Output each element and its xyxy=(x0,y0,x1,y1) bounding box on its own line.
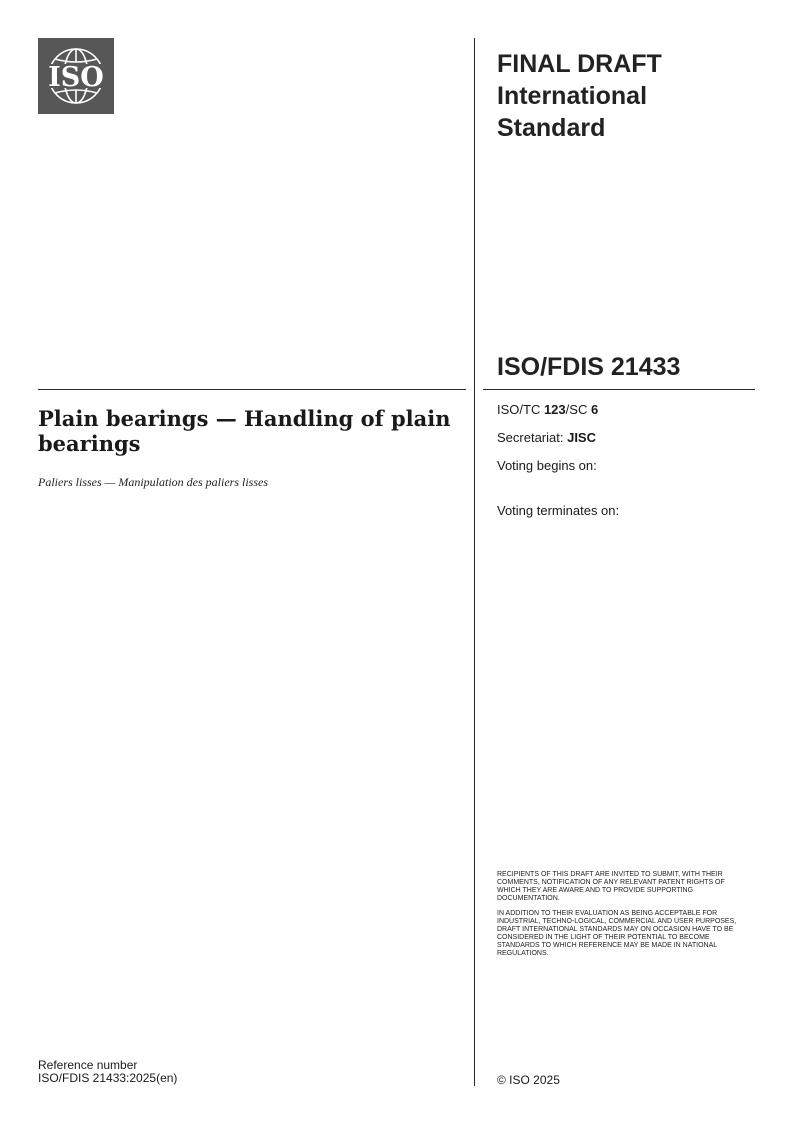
secretariat-line xyxy=(497,430,757,445)
stage-line-3: Standard xyxy=(497,114,606,142)
secretariat-label: Secretariat: xyxy=(497,430,568,445)
committee-tc-number: 123 xyxy=(543,402,566,417)
horizontal-rule-right xyxy=(483,389,755,390)
reference-block xyxy=(38,1059,177,1085)
committee-sc-prefix: /SC xyxy=(565,402,591,417)
committee-sc-number: 6 xyxy=(590,402,599,417)
voting-begins: Voting begins on: xyxy=(497,458,597,473)
title-english: Plain bearings — Handling of plain bearings xyxy=(38,406,451,456)
vertical-divider xyxy=(474,38,475,1086)
notice-paragraph-1: RECIPIENTS OF THIS DRAFT ARE INVITED TO SUBMIT, WITH THEIR COMMENTS, NOTIFICATION OF ANY RELEVANT PATENT RIGHTS OF WHICH THEY ARE AWARE AND TO PROVIDE SUPPORTING DOCUMENTATION. xyxy=(497,871,725,902)
stage-line-1: FINAL DRAFT xyxy=(497,50,662,78)
reference-label: Reference number xyxy=(38,1058,138,1072)
committee-line xyxy=(497,402,757,417)
logo-text: ISO xyxy=(48,62,104,93)
document-number: ISO/FDIS 21433 xyxy=(497,353,681,381)
iso-logo xyxy=(38,38,114,114)
reference-number: ISO/FDIS 21433:2025(en) xyxy=(38,1071,178,1085)
secretariat-value: JISC xyxy=(567,430,596,445)
voting-terminates: Voting terminates on: xyxy=(497,503,620,518)
horizontal-rule-left xyxy=(38,389,466,390)
document-stage xyxy=(497,48,747,144)
copyright: © ISO 2025 xyxy=(497,1073,560,1087)
stage-line-2: International xyxy=(497,82,648,110)
notice-paragraph-2: IN ADDITION TO THEIR EVALUATION AS BEING ACCEPTABLE FOR INDUSTRIAL, TECHNO-LOGICAL, COMMERCIAL AND USER PURPOSES, DRAFT INTERNATIONAL STANDARDS MAY ON OCCASION HAVE TO BE CONSIDERED IN THE LIGHT OF THEIR POTENTIAL TO BECOME STANDARDS TO WHICH REFERENCE MAY BE MADE IN NATIONAL REGULATIONS. xyxy=(497,910,737,957)
title-french: Paliers lisses — Manipulation des paliers lisses xyxy=(38,475,269,489)
committee-tc-prefix: ISO/TC xyxy=(497,402,544,417)
globe-icon xyxy=(38,38,114,114)
